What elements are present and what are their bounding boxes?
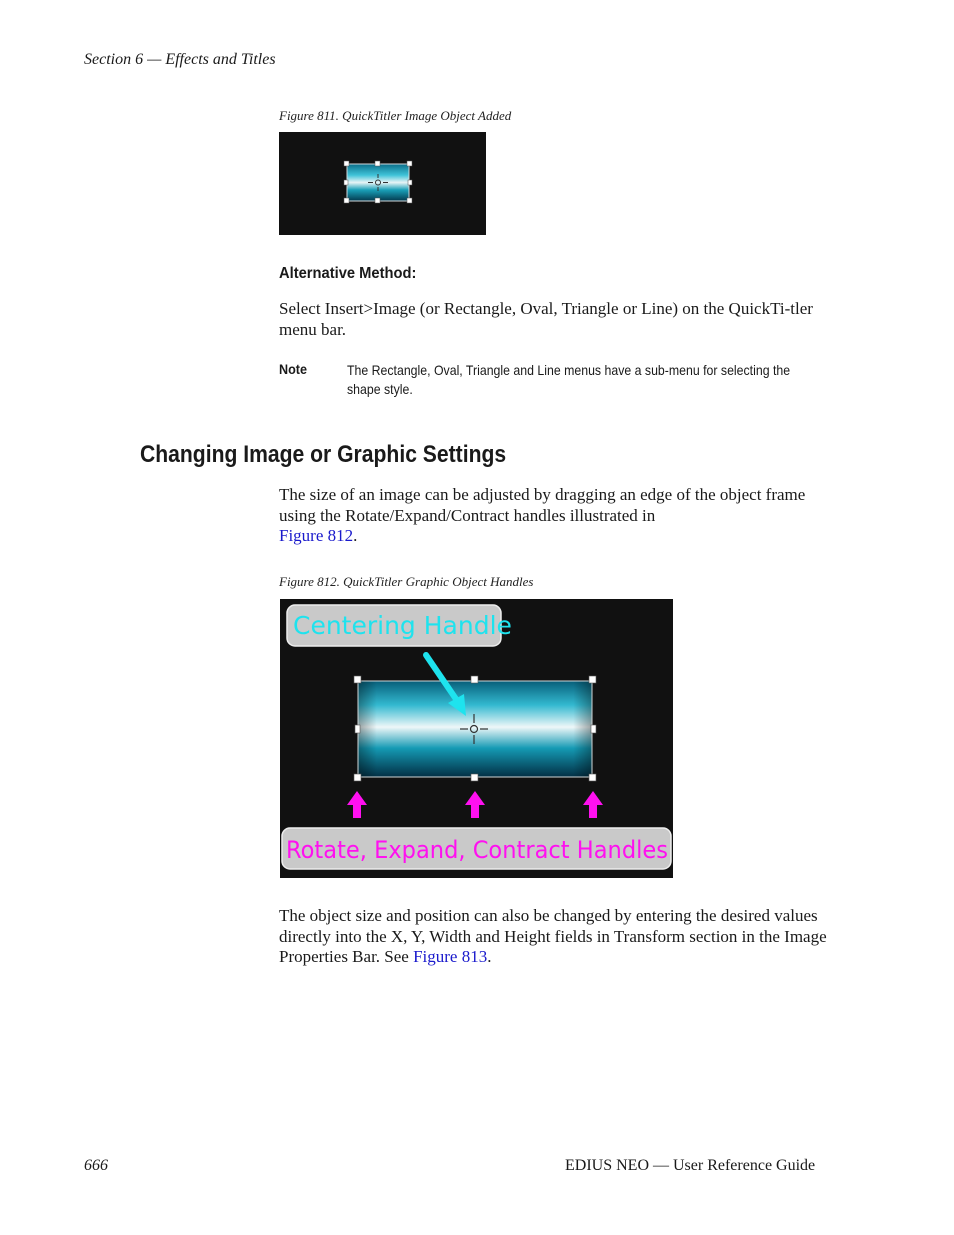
figure-812-image [280,599,673,878]
paragraph-text: The size of an image can be adjusted by dragging an edge of the object frame using the Rotate/Expand/Contract handles illustrated in [279,485,806,525]
handle-arrows [347,791,603,818]
figure-812-link[interactable]: Figure 812 [279,526,354,545]
footer-title: EDIUS NEO — User Reference Guide [565,1157,816,1174]
figure-811-image [279,132,486,235]
figure-812-caption: Figure 812. QuickTitler Graphic Object Handles [279,574,534,589]
figure-811-caption: Figure 811. QuickTitler Image Object Added [279,108,512,123]
note-text: The Rectangle, Oval, Triangle and Line menus have a sub-menu for selecting the shape style. [347,362,791,397]
paragraph-resize [279,485,841,547]
page-number: 666 [84,1157,108,1174]
handles-label-text: Rotate, Expand, Contract Handles [286,836,668,864]
figure-813-link[interactable]: Figure 813 [413,947,488,966]
centering-label-text: Centering Handle [293,611,512,640]
image-object-illustration [279,132,486,235]
paragraph-punctuation: . [487,947,492,966]
running-header: Section 6 — Effects and Titles [84,51,276,68]
alternative-method-text: Select Insert>Image (or Rectangle, Oval, Triangle or Line) on the QuickTi-tler menu bar. [279,299,813,339]
graphic-handles-illustration [280,599,673,878]
paragraph-transform [279,906,841,968]
section-heading: Changing Image or Graphic Settings [140,441,507,468]
paragraph-text: The object size and position can also be changed by entering the desired values directly into the X, Y, Width and Height fields in Transform section in the Image Properties Bar. See [279,906,827,966]
alternative-method-heading: Alternative Method: [279,265,417,282]
paragraph-punctuation: . [353,526,358,545]
note-label: Note [279,361,308,377]
